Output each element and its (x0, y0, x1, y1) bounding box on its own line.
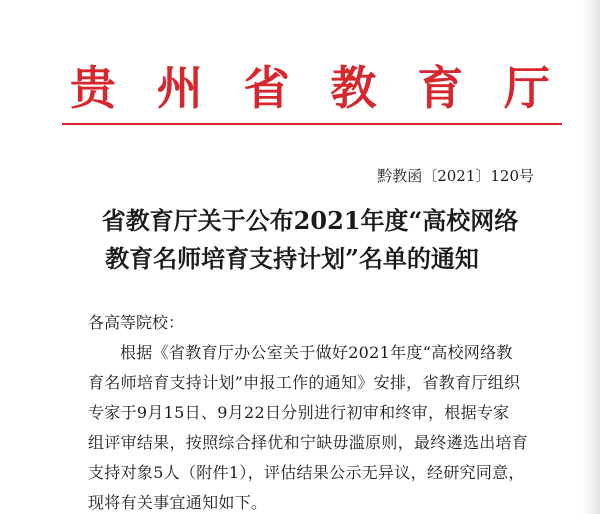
letterhead-char: 厅 (503, 61, 550, 115)
body-line: 专家于9月15日、9月22日分别进行初审和终审，根据专家 (88, 403, 510, 422)
body-line: 组评审结果，按照综合择优和宁缺毋滥原则，最终遴选出培育 (88, 433, 529, 452)
letterhead-char: 省 (243, 61, 290, 115)
letterhead-char: 育 (417, 61, 464, 115)
document-number: 黔教函〔2021〕120号 (377, 167, 534, 185)
page-edge-shadow (582, 0, 600, 514)
letterhead-char: 贵 (70, 61, 116, 115)
letterhead-char: 教 (330, 61, 377, 115)
document-title-line-2: 教育名师培育支持计划”名单的通知 (105, 244, 479, 273)
body-line: 根据《省教育厅办公室关于做好2021年度“高校网络教 (120, 343, 513, 362)
letterhead-divider (62, 123, 562, 125)
body-line: 支持对象5人（附件1），评估结果公示无异议，经研究同意， (88, 463, 525, 482)
body-line: 现将有关事宜通知如下。 (88, 493, 268, 512)
body-line: 育名师培育支持计划”申报工作的通知》安排，省教育厅组织 (88, 373, 521, 392)
salutation: 各高等院校： (88, 313, 185, 332)
document-title-line-1: 省教育厅关于公布2021年度“高校网络 (101, 206, 519, 235)
letterhead-char: 州 (156, 61, 203, 115)
letterhead (70, 58, 550, 118)
